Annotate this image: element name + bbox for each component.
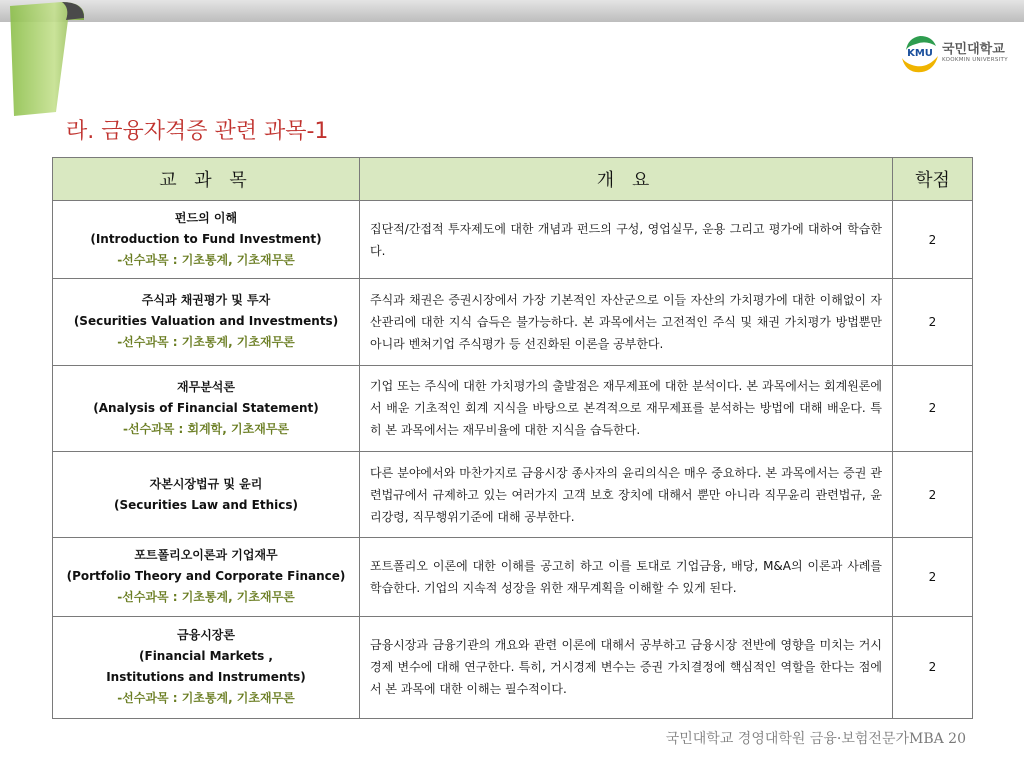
table-row	[53, 365, 973, 451]
logo-korean-name: 국민대학교	[942, 42, 1005, 57]
course-credit: 2	[893, 365, 973, 451]
course-name-english-line2: Institutions and Instruments)	[106, 670, 306, 685]
course-name-korean: 자본시장법규 및 윤리	[149, 476, 263, 491]
course-name-korean: 포트폴리오이론과 기업재무	[134, 548, 278, 563]
page-title: 라. 금융자격증 관련 과목-1	[66, 119, 329, 144]
course-name-cell	[53, 279, 360, 365]
header-overview: 개 요	[360, 158, 893, 201]
course-name-korean: 금융시장론	[177, 628, 235, 643]
footer-text: 국민대학교 경영대학원 금융·보험전문가MBA 20	[665, 731, 966, 747]
course-table	[52, 157, 973, 719]
course-name-korean: 주식과 채권평가 및 투자	[141, 293, 271, 308]
kmu-emblem-icon	[898, 30, 942, 76]
course-prerequisite: -선수과목 : 기초통계, 기초재무론	[117, 253, 295, 268]
course-prerequisite: -선수과목 : 기초통계, 기초재무론	[117, 335, 295, 350]
course-name-korean: 펀드의 이해	[174, 211, 238, 226]
course-name-english: (Analysis of Financial Statement)	[93, 400, 319, 415]
header-course: 교 과 목	[53, 158, 360, 201]
course-name-english: (Financial Markets ,	[139, 649, 273, 664]
course-credit: 2	[893, 616, 973, 718]
course-description: 기업 또는 주식에 대한 가치평가의 출발점은 재무제표에 대한 분석이다. 본 과목에서는 회계원론에서 배운 기초적인 회계 지식을 바탕으로 본격적으로 재무제표를 분석하는 방법에 대해 배운다. 특히 본 과목에서는 재무비율에 대한 지식을 습득한다.	[360, 365, 893, 451]
course-description: 집단적/간접적 투자제도에 대한 개념과 펀드의 구성, 영업실무, 운용 그리고 평가에 대하여 학습한다.	[360, 201, 893, 279]
header-credit: 학점	[893, 158, 973, 201]
course-credit: 2	[893, 451, 973, 537]
course-description: 주식과 채권은 증권시장에서 가장 기본적인 자산군으로 이들 자산의 가치평가에 대한 이해없이 자산관리에 대한 지식 습득은 불가능하다. 본 과목에서는 고전적인 주식 및 채권 가치평가 방법뿐만 아니라 벤쳐기업 주식평가 등 선진화된 이론을 공부한다.	[360, 279, 893, 365]
table-row	[53, 201, 973, 279]
course-description: 다른 분야에서와 마찬가지로 금융시장 종사자의 윤리의식은 매우 중요하다. 본 과목에서는 증권 관련법규에서 규제하고 있는 여러가지 고객 보호 장치에 대해서 뿐만 아니라 직무윤리 관련법규, 윤리강령, 직무행위기준에 대해 공부한다.	[360, 451, 893, 537]
course-prerequisite: -선수과목 : 기초통계, 기초재무론	[117, 691, 295, 706]
course-name-english: (Securities Law and Ethics)	[113, 497, 298, 512]
course-name-english: (Introduction to Fund Investment)	[90, 232, 322, 247]
course-name-korean: 재무분석론	[177, 379, 235, 394]
table-row	[53, 279, 973, 365]
course-prerequisite: -선수과목 : 회계학, 기초재무론	[123, 421, 289, 436]
logo-english-name: KOOKMIN UNIVERSITY	[942, 57, 1008, 63]
course-name-cell	[53, 538, 360, 616]
table-row	[53, 538, 973, 616]
scroll-banner-decoration	[0, 0, 90, 118]
course-name-english: (Portfolio Theory and Corporate Finance)	[66, 569, 346, 584]
course-prerequisite: -선수과목 : 기초통계, 기초재무론	[117, 590, 295, 605]
top-bar	[0, 0, 1024, 22]
course-description: 금융시장과 금융기관의 개요와 관련 이론에 대해서 공부하고 금융시장 전반에 영향을 미치는 거시경제 변수에 대해 연구한다. 특히, 거시경제 변수는 증권 가치결정에 핵심적인 역할을 한다는 점에서 본 과목에 대한 이해는 필수적이다.	[360, 616, 893, 718]
course-name-cell	[53, 201, 360, 279]
kookmin-university-logo	[898, 30, 1016, 76]
course-name-english: (Securities Valuation and Investments)	[73, 314, 339, 329]
course-credit: 2	[893, 201, 973, 279]
table-row	[53, 616, 973, 718]
table-row	[53, 451, 973, 537]
course-name-cell	[53, 616, 360, 718]
course-credit: 2	[893, 279, 973, 365]
course-name-cell	[53, 451, 360, 537]
svg-text:KMU: KMU	[907, 48, 933, 59]
table-header-row	[53, 158, 973, 201]
course-name-cell	[53, 365, 360, 451]
course-credit: 2	[893, 538, 973, 616]
course-description: 포트폴리오 이론에 대한 이해를 공고히 하고 이를 토대로 기업금융, 배당, M&A의 이론과 사례를 학습한다. 기업의 지속적 성장을 위한 재무계획을 이해할 수 있게 된다.	[360, 538, 893, 616]
